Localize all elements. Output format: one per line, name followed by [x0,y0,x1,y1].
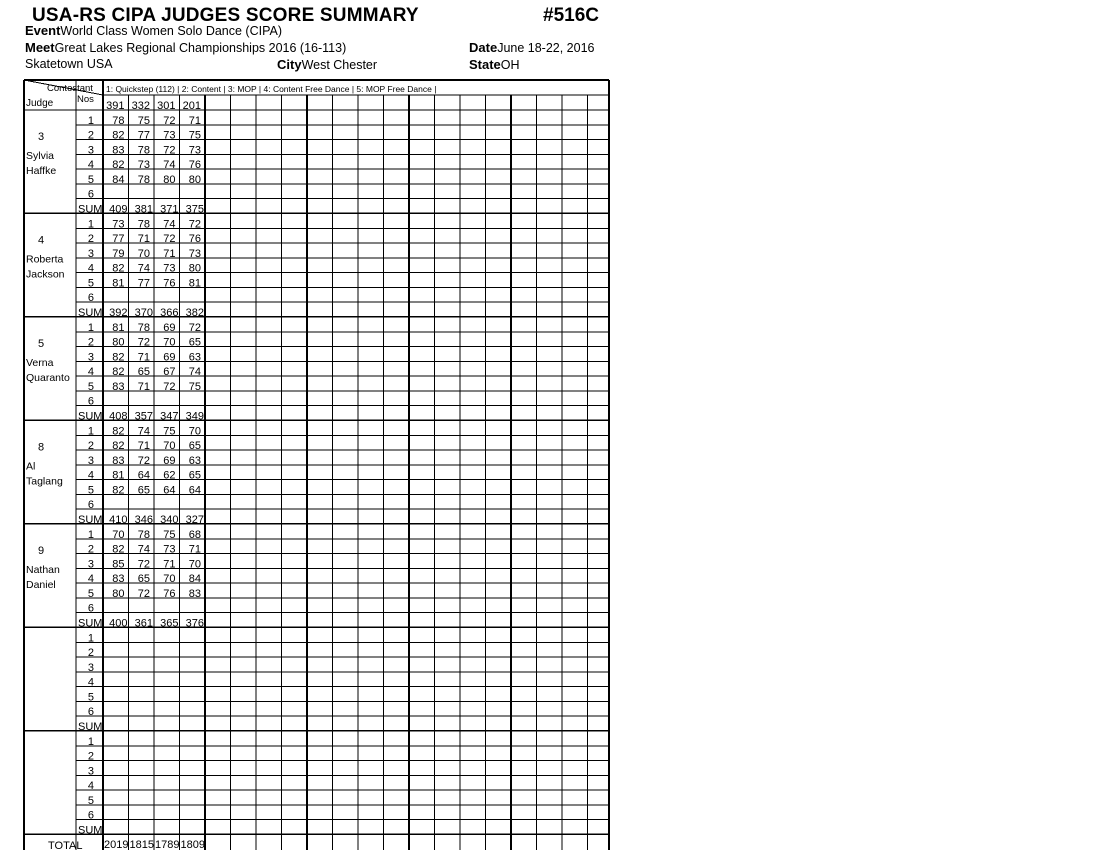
score-cell: 81 [112,321,125,334]
round-number: 3 [87,765,94,778]
score-cell: 69 [163,321,176,334]
score-cell: 82 [112,159,125,171]
score-cell: 70 [163,336,176,349]
score-cell: 75 [188,129,201,142]
round-number: 2 [87,647,94,659]
total-cell: 1789 [155,839,180,850]
sum-cell: 375 [185,203,204,216]
score-cell: 72 [163,233,176,245]
state-label: State [469,57,501,72]
sum-cell: 370 [134,306,153,319]
round-number: 1 [87,528,94,541]
judge-number: 8 [37,441,45,454]
score-cell: 73 [188,144,201,157]
judge-last-name: Taglang [26,475,63,488]
sum-cell: 340 [160,513,179,526]
sum-cell: 400 [109,617,128,630]
round-number: 2 [87,440,94,452]
round-number: 1 [87,218,94,231]
score-cell: 82 [112,425,125,438]
judge-last-name: Jackson [26,268,65,281]
round-number: 2 [87,233,94,245]
sum-cell: 408 [109,410,128,423]
score-cell: 64 [163,484,176,497]
round-number: 1 [87,321,94,334]
judge-first-name: Nathan [26,564,60,576]
round-number: 4 [87,469,94,482]
score-cell: 74 [137,543,150,556]
round-number: 5 [87,173,94,186]
sum-cell: 349 [185,410,204,423]
round-number: 1 [87,735,94,748]
score-cell: 70 [112,528,125,541]
score-cell: 71 [137,380,150,393]
score-cell: 81 [112,277,125,290]
score-cell: 72 [137,587,150,600]
score-cell: 84 [112,173,125,186]
score-cell: 82 [112,262,125,275]
contestant-number: 201 [182,100,201,112]
score-cell: 73 [163,129,176,142]
round-number: 4 [87,262,94,275]
round-number: 6 [87,809,94,822]
score-cell: 71 [188,114,201,127]
score-cell: 85 [112,558,125,571]
score-cell: 80 [112,336,125,349]
score-cell: 83 [112,144,125,157]
score-cell: 62 [163,469,176,482]
score-cell: 65 [188,469,201,482]
sum-cell: 392 [109,306,128,319]
score-cell: 84 [188,573,201,585]
round-number: 2 [87,543,94,556]
round-number: 3 [87,661,94,674]
nos-corner-label: Nos [77,94,94,105]
judge-first-name: Roberta [26,253,64,266]
sum-label: SUM [78,306,103,319]
round-number: 2 [87,129,94,142]
judge-number: 4 [37,234,45,247]
score-cell: 68 [188,528,201,541]
judge-first-name: Verna [26,357,54,369]
score-cell: 78 [137,218,150,231]
score-cell: 65 [188,336,201,349]
sheet-number: #516C [543,5,599,26]
round-number: 3 [87,454,94,467]
sum-label: SUM [78,617,103,630]
sum-label: SUM [78,824,103,837]
score-cell: 80 [188,173,201,186]
score-cell: 71 [137,351,150,364]
round-number: 1 [87,114,94,127]
score-cell: 63 [188,351,201,364]
sum-cell: 409 [109,203,128,216]
total-label: TOTAL [48,840,83,850]
score-cell: 82 [112,366,125,378]
score-cell: 75 [188,380,201,393]
score-cell: 74 [163,218,176,231]
judge-last-name: Quaranto [26,372,70,384]
score-cell: 72 [137,558,150,571]
judge-first-name: Al [26,460,36,473]
city-value: West Chester [301,58,378,72]
round-number: 1 [87,632,94,645]
round-number: 5 [87,587,94,600]
score-cell: 73 [137,159,150,171]
score-cell: 82 [112,440,125,452]
round-number: 6 [87,395,94,408]
sheet-title: USA-RS CIPA JUDGES SCORE SUMMARY [32,5,419,26]
score-cell: 72 [163,114,176,127]
score-cell: 72 [163,144,176,157]
sum-label: SUM [78,513,103,526]
score-cell: 71 [137,440,150,452]
score-cell: 72 [188,218,201,231]
score-cell: 73 [163,543,176,556]
contestant-number: 301 [157,100,176,112]
score-cell: 65 [137,484,150,497]
score-cell: 80 [112,587,125,600]
sum-label: SUM [78,203,103,216]
round-number: 4 [87,366,94,378]
score-cell: 74 [137,425,150,438]
round-number: 4 [87,573,94,585]
round-number: 2 [87,336,94,349]
score-cell: 82 [112,129,125,142]
round-number: 5 [87,277,94,290]
meet-value: Great Lakes Regional Championships 2016 (16-113) [54,41,347,55]
score-cell: 71 [188,543,201,556]
sum-cell: 371 [160,203,179,216]
score-cell: 65 [137,366,150,378]
round-number: 5 [87,794,94,807]
score-cell: 82 [112,351,125,364]
score-cell: 72 [137,454,150,467]
state-value: OH [500,58,520,72]
score-cell: 72 [137,336,150,349]
score-cell: 78 [137,144,150,157]
score-cell: 69 [163,351,176,364]
score-cell: 70 [188,558,201,571]
score-cell: 67 [163,366,176,378]
total-cell: 2019 [104,839,129,850]
score-cell: 83 [112,380,125,393]
score-cell: 72 [163,380,176,393]
score-cell: 81 [188,277,201,290]
score-cell: 74 [188,366,201,378]
score-cell: 70 [163,573,176,585]
score-cell: 77 [137,129,150,142]
judge-number: 3 [37,131,45,143]
contestant-number: 391 [106,100,125,112]
score-cell: 73 [188,247,201,260]
score-cell: 76 [188,233,201,245]
round-number: 3 [87,247,94,260]
score-cell: 82 [112,484,125,497]
judge-number: 5 [37,338,45,350]
score-cell: 81 [112,469,125,482]
score-cell: 72 [188,321,201,334]
score-cell: 73 [163,262,176,275]
score-cell: 64 [188,484,201,497]
round-number: 2 [87,750,94,763]
round-number: 4 [87,676,94,689]
score-cell: 64 [137,469,150,482]
score-cell: 71 [163,247,176,260]
sum-cell: 357 [134,410,153,423]
round-number: 5 [87,691,94,704]
score-cell: 79 [112,247,125,260]
score-cell: 78 [112,114,125,127]
total-cell: 1809 [180,839,205,850]
event-legend: 1: Quickstep (112) | 2: Content | 3: MOP | 4: Content Free Dance | 5: MOP Free Dance | [106,84,437,94]
score-cell: 74 [137,262,150,275]
round-number: 4 [87,159,94,171]
score-cell: 77 [112,233,125,245]
score-cell: 71 [137,233,150,245]
round-number: 3 [87,351,94,364]
score-cell: 80 [188,262,201,275]
score-cell: 76 [188,159,201,171]
judge-first-name: Sylvia [26,150,55,162]
judge-corner-label: Judge [26,98,54,109]
sum-cell: 410 [109,513,128,526]
score-cell: 63 [188,454,201,467]
round-number: 1 [87,425,94,438]
score-cell: 74 [163,159,176,171]
meet-label: Meet [25,40,55,55]
contestant-number: 332 [131,100,150,112]
score-cell: 69 [163,454,176,467]
score-cell: 83 [112,454,125,467]
score-cell: 82 [112,543,125,556]
round-number: 5 [87,380,94,393]
round-number: 6 [87,602,94,615]
sum-cell: 346 [134,513,153,526]
score-cell: 78 [137,321,150,334]
score-cell: 80 [163,173,176,186]
sum-label: SUM [78,720,103,733]
score-cell: 83 [188,587,201,600]
sum-cell: 365 [160,617,179,630]
score-cell: 83 [112,573,125,585]
score-cell: 70 [137,247,150,260]
date-label: Date [469,40,498,55]
judge-number: 9 [37,545,45,557]
score-cell: 76 [163,587,176,600]
sum-cell: 347 [160,410,179,423]
event-value: World Class Women Solo Dance (CIPA) [60,24,283,38]
round-number: 3 [87,558,94,571]
score-cell: 77 [137,277,150,290]
score-cell: 75 [163,528,176,541]
judge-last-name: Daniel [26,579,56,591]
score-cell: 73 [112,218,125,231]
sum-cell: 382 [185,306,204,319]
score-cell: 65 [188,440,201,452]
contestant-corner-label: Contestant [47,83,93,94]
score-cell: 78 [137,173,150,186]
sum-label: SUM [78,410,103,423]
round-number: 3 [87,144,94,157]
date-value: June 18-22, 2016 [497,41,595,55]
host-value: Skatetown USA [25,57,113,71]
judge-last-name: Haffke [26,165,57,177]
total-cell: 1815 [129,839,154,850]
sum-cell: 381 [134,203,153,216]
round-number: 6 [87,292,94,304]
score-cell: 65 [137,573,150,585]
score-cell: 70 [163,440,176,452]
city-label: City [277,57,302,72]
sum-cell: 327 [185,513,204,526]
round-number: 6 [87,499,94,511]
score-cell: 71 [163,558,176,571]
score-cell: 75 [163,425,176,438]
round-number: 6 [87,188,94,201]
round-number: 5 [87,484,94,497]
sum-cell: 366 [160,306,179,319]
sum-cell: 361 [134,617,153,630]
round-number: 6 [87,706,94,718]
score-cell: 70 [188,425,201,438]
event-label: Event [25,23,61,38]
score-cell: 75 [137,114,150,127]
round-number: 4 [87,780,94,792]
sum-cell: 376 [185,617,204,630]
score-cell: 78 [137,528,150,541]
score-cell: 76 [163,277,176,290]
